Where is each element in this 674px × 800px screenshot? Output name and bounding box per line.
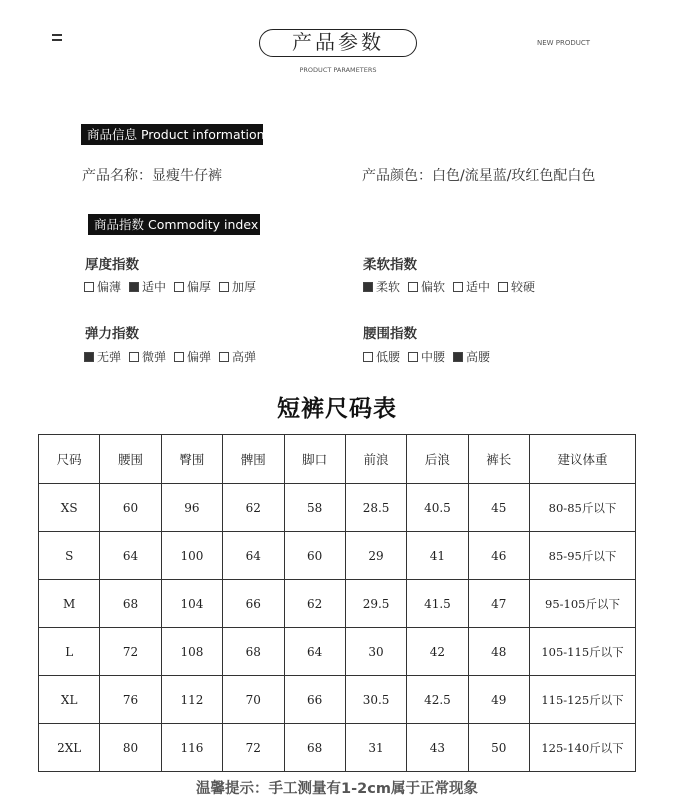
new-product-label: NEW PRODUCT bbox=[537, 39, 591, 47]
checked-box-icon bbox=[129, 282, 139, 292]
index-option bbox=[453, 278, 490, 295]
size-table bbox=[38, 434, 636, 772]
index-option bbox=[129, 278, 166, 295]
index-option-label: 高弹 bbox=[232, 350, 257, 364]
table-cell: 50 bbox=[468, 724, 529, 772]
index-option-label: 偏厚 bbox=[187, 280, 212, 294]
index-option bbox=[363, 348, 400, 365]
index-option bbox=[84, 348, 121, 365]
index-option bbox=[453, 348, 490, 365]
table-cell: 29.5 bbox=[345, 580, 406, 628]
unchecked-box-icon bbox=[174, 282, 184, 292]
size-table-header bbox=[39, 435, 636, 484]
table-cell: 68 bbox=[223, 628, 284, 676]
page-subtitle: PRODUCT PARAMETERS bbox=[299, 66, 377, 74]
checked-box-icon bbox=[84, 352, 94, 362]
unchecked-box-icon bbox=[129, 352, 139, 362]
menu-icon[interactable] bbox=[52, 34, 62, 42]
column-header: 腰围 bbox=[100, 435, 161, 484]
index-option bbox=[408, 348, 445, 365]
table-cell: 40.5 bbox=[407, 484, 468, 532]
index-option bbox=[84, 278, 121, 295]
index-option-label: 偏薄 bbox=[97, 280, 122, 294]
table-cell: 76 bbox=[100, 676, 161, 724]
table-cell: 60 bbox=[284, 532, 345, 580]
table-cell: 42 bbox=[407, 628, 468, 676]
index-option bbox=[219, 278, 256, 295]
checked-box-icon bbox=[453, 352, 463, 362]
table-cell: 72 bbox=[223, 724, 284, 772]
table-cell: 48 bbox=[468, 628, 529, 676]
table-cell: 43 bbox=[407, 724, 468, 772]
index-option-label: 柔软 bbox=[376, 280, 401, 294]
index-option bbox=[363, 278, 400, 295]
table-cell: 45 bbox=[468, 484, 529, 532]
index-options-waist bbox=[363, 348, 498, 365]
table-cell: 64 bbox=[223, 532, 284, 580]
table-cell: 30 bbox=[345, 628, 406, 676]
index-option-label: 中腰 bbox=[421, 350, 446, 364]
table-cell: 72 bbox=[100, 628, 161, 676]
column-header: 尺码 bbox=[39, 435, 100, 484]
table-cell: 60 bbox=[100, 484, 161, 532]
table-cell: 58 bbox=[284, 484, 345, 532]
product-color: 产品颜色：白色/流星蓝/玫红色配白色 bbox=[362, 168, 596, 184]
table-cell: 108 bbox=[161, 628, 222, 676]
column-header: 裤长 bbox=[468, 435, 529, 484]
index-option-label: 微弹 bbox=[142, 350, 167, 364]
size-chart-title: 短裤尺码表 bbox=[277, 396, 397, 422]
unchecked-box-icon bbox=[363, 352, 373, 362]
table-cell: 116 bbox=[161, 724, 222, 772]
index-option bbox=[219, 348, 256, 365]
index-options-softness bbox=[363, 278, 543, 295]
unchecked-box-icon bbox=[408, 282, 418, 292]
table-cell: 115-125斤以下 bbox=[530, 676, 636, 724]
index-option-label: 适中 bbox=[142, 280, 167, 294]
unchecked-box-icon bbox=[219, 282, 229, 292]
table-cell: 96 bbox=[161, 484, 222, 532]
unchecked-box-icon bbox=[84, 282, 94, 292]
column-header: 建议体重 bbox=[530, 435, 636, 484]
unchecked-box-icon bbox=[174, 352, 184, 362]
table-cell: 66 bbox=[223, 580, 284, 628]
table-cell: 64 bbox=[284, 628, 345, 676]
table-cell: 100 bbox=[161, 532, 222, 580]
table-cell: 68 bbox=[100, 580, 161, 628]
commodity-index-tag: 商品指数 Commodity index bbox=[88, 214, 260, 235]
footer-note: 温馨提示：手工测量有1-2cm属于正常现象 bbox=[196, 781, 478, 797]
product-info-tag: 商品信息 Product information bbox=[81, 124, 263, 145]
table-cell: 64 bbox=[100, 532, 161, 580]
table-cell: 80-85斤以下 bbox=[530, 484, 636, 532]
table-cell: 125-140斤以下 bbox=[530, 724, 636, 772]
table-cell: 104 bbox=[161, 580, 222, 628]
table-cell: 28.5 bbox=[345, 484, 406, 532]
index-option-label: 高腰 bbox=[466, 350, 491, 364]
table-cell: 2XL bbox=[39, 724, 100, 772]
table-cell: 42.5 bbox=[407, 676, 468, 724]
table-row bbox=[39, 628, 636, 676]
index-option-label: 加厚 bbox=[232, 280, 257, 294]
table-cell: 31 bbox=[345, 724, 406, 772]
index-option-label: 适中 bbox=[466, 280, 491, 294]
table-cell: 66 bbox=[284, 676, 345, 724]
index-title-softness: 柔软指数 bbox=[363, 257, 417, 273]
table-cell: 105-115斤以下 bbox=[530, 628, 636, 676]
index-options-elasticity bbox=[84, 348, 264, 365]
index-option bbox=[129, 348, 166, 365]
index-title-thickness: 厚度指数 bbox=[85, 257, 139, 273]
index-title-elasticity: 弹力指数 bbox=[85, 326, 139, 342]
table-cell: 95-105斤以下 bbox=[530, 580, 636, 628]
index-option bbox=[408, 278, 445, 295]
table-cell: XL bbox=[39, 676, 100, 724]
unchecked-box-icon bbox=[408, 352, 418, 362]
column-header: 脚口 bbox=[284, 435, 345, 484]
table-cell: M bbox=[39, 580, 100, 628]
table-cell: S bbox=[39, 532, 100, 580]
table-cell: 41.5 bbox=[407, 580, 468, 628]
table-cell: 62 bbox=[284, 580, 345, 628]
table-cell: 112 bbox=[161, 676, 222, 724]
unchecked-box-icon bbox=[498, 282, 508, 292]
index-option-label: 偏软 bbox=[421, 280, 446, 294]
unchecked-box-icon bbox=[453, 282, 463, 292]
table-row bbox=[39, 532, 636, 580]
checked-box-icon bbox=[363, 282, 373, 292]
table-cell: 46 bbox=[468, 532, 529, 580]
column-header: 后浪 bbox=[407, 435, 468, 484]
table-row bbox=[39, 484, 636, 532]
column-header: 臀围 bbox=[161, 435, 222, 484]
page-title: 产品参数 bbox=[259, 29, 417, 57]
table-cell: 70 bbox=[223, 676, 284, 724]
table-cell: 30.5 bbox=[345, 676, 406, 724]
table-cell: 29 bbox=[345, 532, 406, 580]
table-cell: L bbox=[39, 628, 100, 676]
table-row bbox=[39, 724, 636, 772]
column-header: 髀围 bbox=[223, 435, 284, 484]
index-option-label: 无弹 bbox=[97, 350, 122, 364]
table-cell: 41 bbox=[407, 532, 468, 580]
index-options-thickness bbox=[84, 278, 264, 295]
index-option bbox=[174, 278, 211, 295]
product-name: 产品名称：显瘦牛仔裤 bbox=[82, 168, 222, 184]
table-row bbox=[39, 580, 636, 628]
table-row bbox=[39, 676, 636, 724]
table-cell: 62 bbox=[223, 484, 284, 532]
table-cell: 85-95斤以下 bbox=[530, 532, 636, 580]
table-cell: XS bbox=[39, 484, 100, 532]
index-option-label: 低腰 bbox=[376, 350, 401, 364]
table-cell: 49 bbox=[468, 676, 529, 724]
table-cell: 68 bbox=[284, 724, 345, 772]
column-header: 前浪 bbox=[345, 435, 406, 484]
index-title-waist: 腰围指数 bbox=[363, 326, 417, 342]
index-option bbox=[498, 278, 535, 295]
unchecked-box-icon bbox=[219, 352, 229, 362]
index-option bbox=[174, 348, 211, 365]
table-cell: 47 bbox=[468, 580, 529, 628]
index-option-label: 较硬 bbox=[511, 280, 536, 294]
table-cell: 80 bbox=[100, 724, 161, 772]
index-option-label: 偏弹 bbox=[187, 350, 212, 364]
